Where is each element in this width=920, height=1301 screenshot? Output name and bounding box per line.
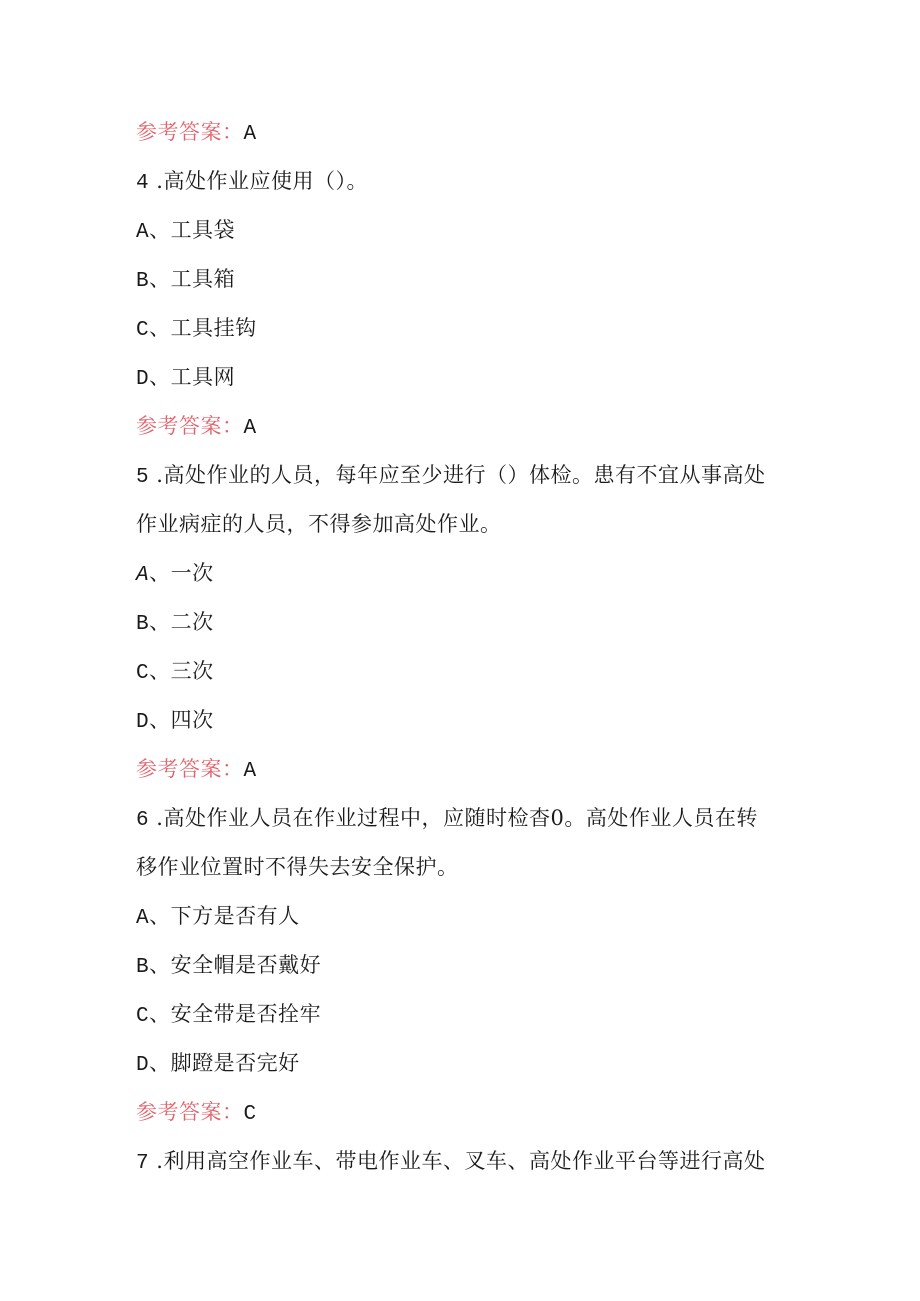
option-q5-c bbox=[136, 656, 214, 689]
answer-label: 参考答案： bbox=[136, 1100, 244, 1124]
option-text: 工具挂钩 bbox=[170, 316, 257, 340]
option-letter: C bbox=[136, 319, 150, 342]
option-q6-a bbox=[136, 901, 300, 934]
option-q4-c bbox=[136, 313, 257, 346]
question-text: 作业病症的人员，不得参加高处作业。 bbox=[136, 512, 502, 536]
question-stem-q4 bbox=[136, 166, 368, 199]
option-separator: 、 bbox=[149, 708, 171, 732]
option-text: 安全帽是否戴好 bbox=[170, 953, 322, 977]
option-letter: C bbox=[136, 662, 150, 685]
option-separator: 、 bbox=[149, 1051, 171, 1075]
option-separator: 、 bbox=[149, 365, 171, 389]
option-separator: 、 bbox=[149, 659, 171, 683]
answer-line-q3 bbox=[136, 117, 257, 150]
answer-value: A bbox=[243, 417, 257, 440]
option-q4-b bbox=[136, 264, 235, 297]
option-separator: 、 bbox=[149, 561, 171, 585]
answer-line-q6 bbox=[136, 1097, 257, 1130]
question-number: 5 bbox=[136, 466, 150, 489]
option-letter: A bbox=[136, 564, 150, 587]
option-letter: D bbox=[136, 1054, 150, 1077]
option-text: 下方是否有人 bbox=[170, 904, 300, 928]
option-text: 三次 bbox=[170, 659, 214, 683]
option-q4-d bbox=[136, 362, 235, 395]
option-letter: C bbox=[136, 1005, 150, 1028]
question-stem-q7-line1 bbox=[136, 1146, 765, 1179]
option-q5-a bbox=[136, 558, 214, 591]
option-separator: 、 bbox=[149, 316, 171, 340]
option-letter: B bbox=[136, 956, 150, 979]
question-stem-q5-line2 bbox=[136, 509, 502, 539]
option-letter: B bbox=[136, 270, 150, 293]
option-separator: 、 bbox=[149, 610, 171, 634]
option-q6-d bbox=[136, 1048, 300, 1081]
question-text: 移作业位置时不得失去安全保护。 bbox=[136, 855, 459, 879]
question-text: .高处作业应使用（）。 bbox=[156, 169, 368, 193]
option-separator: 、 bbox=[149, 953, 171, 977]
answer-label: 参考答案： bbox=[136, 414, 244, 438]
option-q6-b bbox=[136, 950, 321, 983]
option-letter: A bbox=[136, 907, 150, 930]
option-text: 二次 bbox=[170, 610, 214, 634]
question-stem-q6-line1 bbox=[136, 803, 758, 836]
question-text: .利用高空作业车、带电作业车、叉车、高处作业平台等进行高处 bbox=[156, 1149, 766, 1173]
option-text: 一次 bbox=[170, 561, 214, 585]
option-text: 工具箱 bbox=[170, 267, 236, 291]
answer-line-q5 bbox=[136, 754, 257, 787]
answer-value: A bbox=[243, 760, 257, 783]
question-number: 6 bbox=[136, 809, 150, 832]
answer-label: 参考答案： bbox=[136, 757, 244, 781]
answer-value: A bbox=[243, 123, 257, 146]
option-q4-a bbox=[136, 215, 235, 248]
option-q5-b bbox=[136, 607, 214, 640]
option-text: 安全带是否拴牢 bbox=[170, 1002, 322, 1026]
option-text: 四次 bbox=[170, 708, 214, 732]
answer-value: C bbox=[243, 1103, 257, 1126]
question-stem-q5-line1 bbox=[136, 460, 765, 493]
option-text: 脚蹬是否完好 bbox=[170, 1051, 300, 1075]
answer-label: 参考答案： bbox=[136, 120, 244, 144]
option-letter: D bbox=[136, 711, 150, 734]
option-letter: D bbox=[136, 368, 150, 391]
option-separator: 、 bbox=[149, 267, 171, 291]
question-text: .高处作业人员在作业过程中，应随时检杳0。高处作业人员在转 bbox=[156, 806, 758, 830]
answer-line-q4 bbox=[136, 411, 257, 444]
option-letter: B bbox=[136, 613, 150, 636]
question-number: 7 bbox=[136, 1152, 150, 1175]
option-text: 工具袋 bbox=[170, 218, 236, 242]
question-text: .高处作业的人员，每年应至少进行（）体检。患有不宜从事高处 bbox=[156, 463, 766, 487]
option-text: 工具网 bbox=[170, 365, 236, 389]
question-stem-q6-line2 bbox=[136, 852, 459, 882]
option-separator: 、 bbox=[149, 218, 171, 242]
option-q5-d bbox=[136, 705, 214, 738]
option-q6-c bbox=[136, 999, 321, 1032]
question-number: 4 bbox=[136, 172, 150, 195]
option-letter: A bbox=[136, 221, 150, 244]
option-separator: 、 bbox=[149, 904, 171, 928]
option-separator: 、 bbox=[149, 1002, 171, 1026]
